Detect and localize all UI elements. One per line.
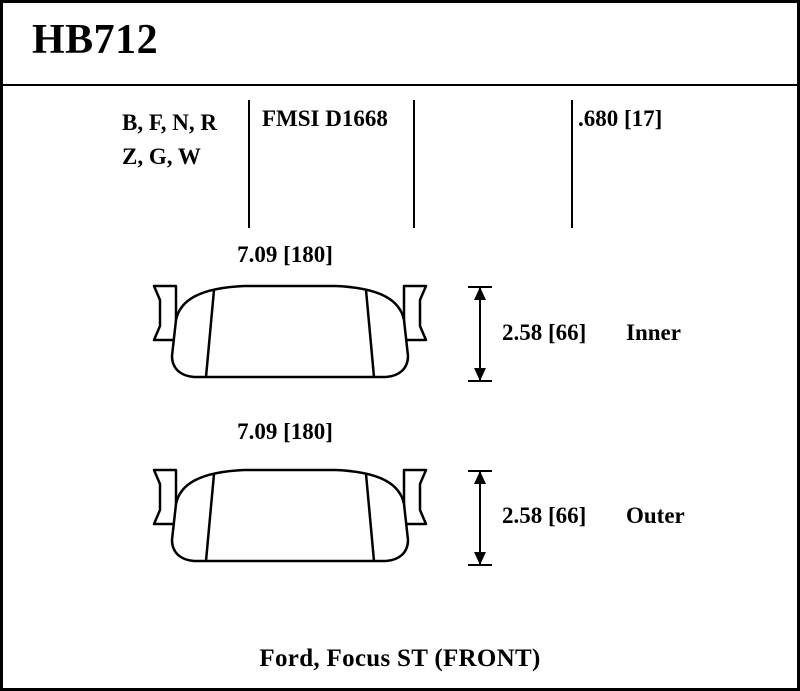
thickness-inches: .680 [578, 106, 619, 131]
outer-pad-width-label: 7.09 [180] [140, 417, 430, 447]
outer-pad-height-dimension [479, 470, 480, 566]
header-tick-left [248, 100, 250, 228]
header-tick-right [571, 100, 573, 228]
inner-pad-height-label: 2.58 [66] [502, 320, 587, 345]
part-number: HB712 [32, 17, 159, 63]
right-tab [404, 286, 426, 340]
frame-border-top [0, 0, 800, 3]
outer-pad-width-dimension [140, 419, 430, 444]
arrow-down-icon [474, 552, 486, 565]
vehicle-application: Ford, Focus ST (FRONT) [259, 645, 541, 672]
outer-pad-position-label: Outer [626, 503, 685, 528]
left-tab [154, 286, 176, 340]
inner-pad-width-label: 7.09 [180] [140, 240, 430, 270]
thickness-mm: [17] [624, 106, 663, 131]
compound-codes-line-2: Z, G, W [122, 144, 201, 169]
inner-pad-width-dimension [140, 242, 430, 267]
inner-pad-drawing [140, 278, 440, 388]
thickness-value [578, 106, 662, 132]
fmsi-number [262, 106, 388, 132]
fmsi-label: FMSI [262, 106, 320, 131]
outer-pad-height-label: 2.58 [66] [502, 503, 587, 528]
outer-pad-drawing [140, 462, 440, 572]
arrow-down-icon [474, 368, 486, 381]
inner-pad-height-dimension [479, 286, 480, 382]
inner-pad-position-label: Inner [626, 320, 681, 345]
arrow-up-icon [474, 471, 486, 484]
header-tick-middle [413, 100, 415, 228]
compound-codes [122, 106, 217, 174]
arrow-up-icon [474, 287, 486, 300]
fmsi-value: D1668 [325, 106, 388, 131]
header-divider [3, 84, 797, 86]
compound-codes-line-1: B, F, N, R [122, 110, 217, 135]
frame-border-left [0, 0, 3, 691]
right-tab [404, 470, 426, 524]
left-tab [154, 470, 176, 524]
